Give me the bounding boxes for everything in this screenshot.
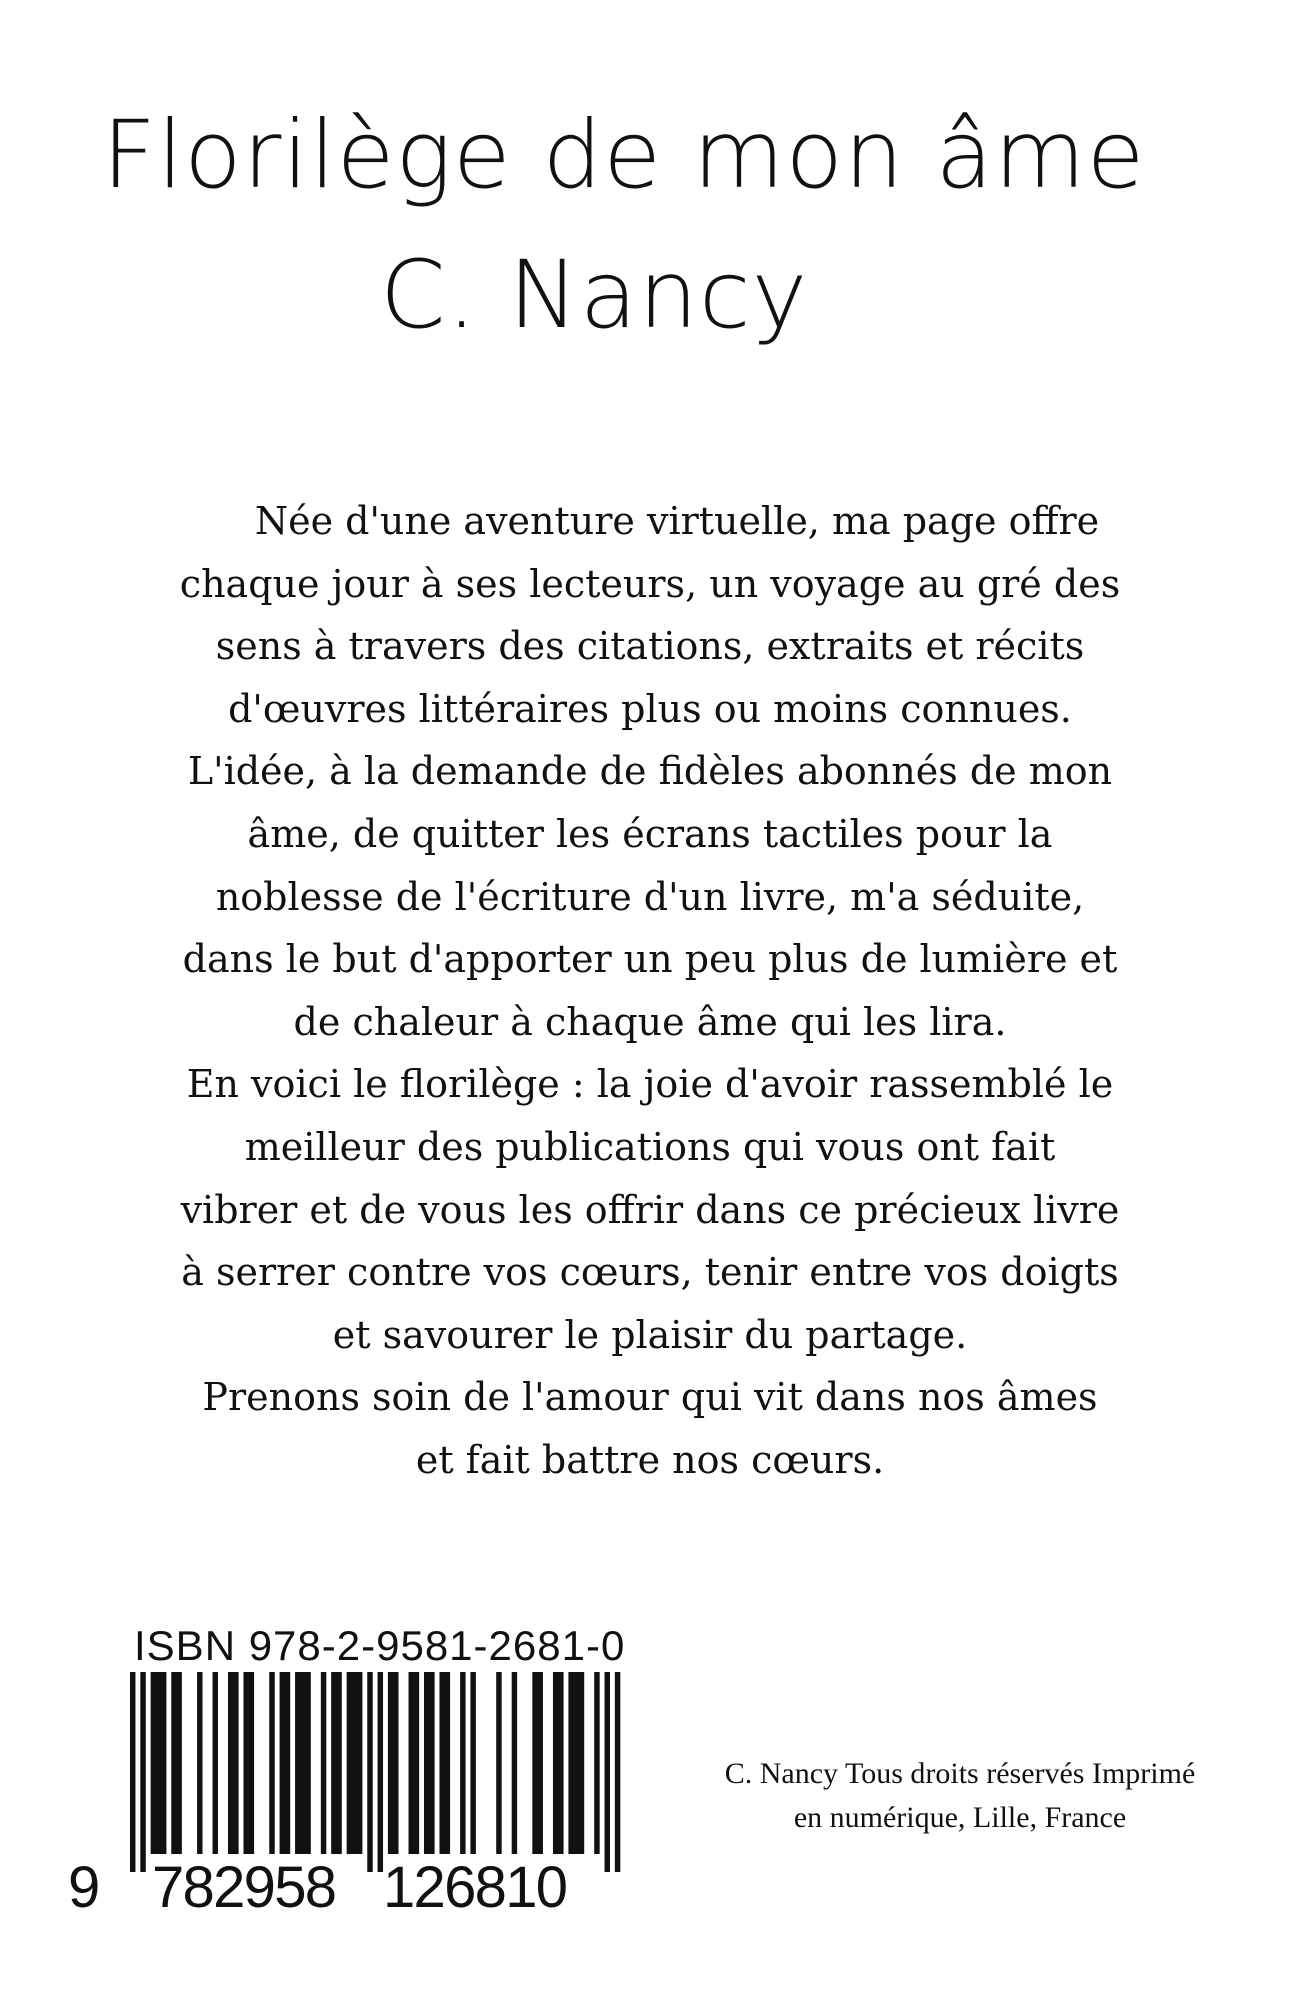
barcode-bar [140, 1672, 145, 1872]
blurb-line: Née d'une aventure virtuelle, ma page offre [254, 499, 1100, 543]
blurb-line: chaque jour à ses lecteurs, un voyage au gré des [179, 561, 1121, 606]
copyright-notice [680, 1752, 1240, 1840]
barcode-bar [176, 1672, 181, 1854]
blurb-line: et fait battre nos cœurs. [415, 1437, 885, 1482]
barcode-bar [445, 1672, 450, 1854]
barcode-bar [615, 1672, 620, 1872]
blurb-line: sens à travers des citations, extraits et récits [215, 624, 1085, 669]
barcode-left-digits: 782958 [152, 1855, 337, 1920]
barcode-bar [409, 1672, 414, 1854]
barcode-bar [460, 1672, 465, 1854]
barcode-bar [171, 1672, 176, 1854]
barcode-bar [579, 1672, 584, 1854]
blurb-line: En voici le florilège : la joie d'avoir rassemblé le [186, 1062, 1114, 1107]
isbn-label: ISBN 978-2-9581-2681-0 [134, 1622, 626, 1669]
blurb-line: âme, de quitter les écrans tactiles pour la [247, 811, 1053, 856]
barcode-first-digit: 9 [68, 1855, 101, 1920]
barcode-bar [285, 1672, 290, 1854]
copyright-line: C. Nancy Tous droits réservés Imprimé [724, 1757, 1196, 1790]
barcode-bar [378, 1672, 383, 1872]
barcode-bar [321, 1672, 326, 1854]
barcode-bar [568, 1672, 573, 1854]
blurb-line: noblesse de l'écriture d'un livre, m'a séduite, [215, 874, 1085, 919]
barcode-bar [249, 1672, 254, 1854]
barcode-bar [197, 1672, 202, 1854]
barcode-bar [243, 1672, 248, 1854]
blurb-line: dans le but d'apporter un peu plus de lumière et [182, 937, 1118, 982]
barcode-bar [429, 1672, 434, 1854]
blurb-line: d'œuvres littéraires plus ou moins connues. [228, 686, 1072, 731]
blurb-line: vibrer et de vous les offrir dans ce précieux livre [180, 1187, 1120, 1232]
barcode-bar [512, 1672, 517, 1854]
blurb-line: Prenons soin de l'amour qui vit dans nos âmes [202, 1375, 1098, 1420]
barcode-bar [553, 1672, 558, 1854]
barcode-bars [130, 1672, 620, 1872]
barcode-right-digits: 126810 [383, 1855, 568, 1920]
barcode-bar [336, 1672, 341, 1854]
author-name: C. Nancy [380, 241, 809, 350]
barcode-bar [295, 1672, 300, 1854]
copyright-line: en numérique, Lille, France [793, 1801, 1127, 1834]
blurb-line: L'idée, à la demande de fidèles abonnés de mon [187, 749, 1113, 794]
barcode-bar [439, 1672, 444, 1854]
barcode-bar [161, 1672, 166, 1854]
barcode-bar [213, 1672, 218, 1854]
barcode-bar [300, 1672, 305, 1854]
barcode-bar [151, 1672, 156, 1854]
barcode-bar [233, 1672, 238, 1854]
barcode-bar [605, 1672, 610, 1872]
barcode-bar [156, 1672, 161, 1854]
blurb-line: de chaleur à chaque âme qui les lira. [293, 999, 1007, 1044]
barcode-bar [228, 1672, 233, 1854]
barcode-bar [269, 1672, 274, 1854]
barcode-bar [393, 1672, 398, 1854]
barcode-bar [305, 1672, 310, 1854]
barcode-bar [280, 1672, 285, 1854]
barcode-bar [594, 1672, 599, 1854]
isbn-barcode [68, 1672, 620, 1920]
barcode-bar [532, 1672, 537, 1854]
barcode-bar [388, 1672, 393, 1854]
barcode-bar [470, 1672, 475, 1854]
barcode-bar [537, 1672, 542, 1854]
barcode-bar [357, 1672, 362, 1854]
barcode-bar [352, 1672, 357, 1854]
back-cover-blurb [130, 490, 1170, 1492]
barcode-bar [367, 1672, 372, 1872]
barcode-bar [558, 1672, 563, 1854]
book-title: Florilège de mon âme [102, 101, 1146, 210]
barcode-bar [130, 1672, 135, 1872]
blurb-line: et savourer le plaisir du partage. [332, 1312, 968, 1357]
barcode-bar [424, 1672, 429, 1854]
barcode-bar [347, 1672, 352, 1854]
barcode-bar [414, 1672, 419, 1854]
barcode-bar [496, 1672, 501, 1854]
blurb-line: meilleur des publications qui vous ont fait [244, 1124, 1056, 1169]
barcode-bar [331, 1672, 336, 1854]
blurb-line: à serrer contre vos cœurs, tenir entre vos doigts [181, 1250, 1119, 1295]
barcode-bar [574, 1672, 579, 1854]
